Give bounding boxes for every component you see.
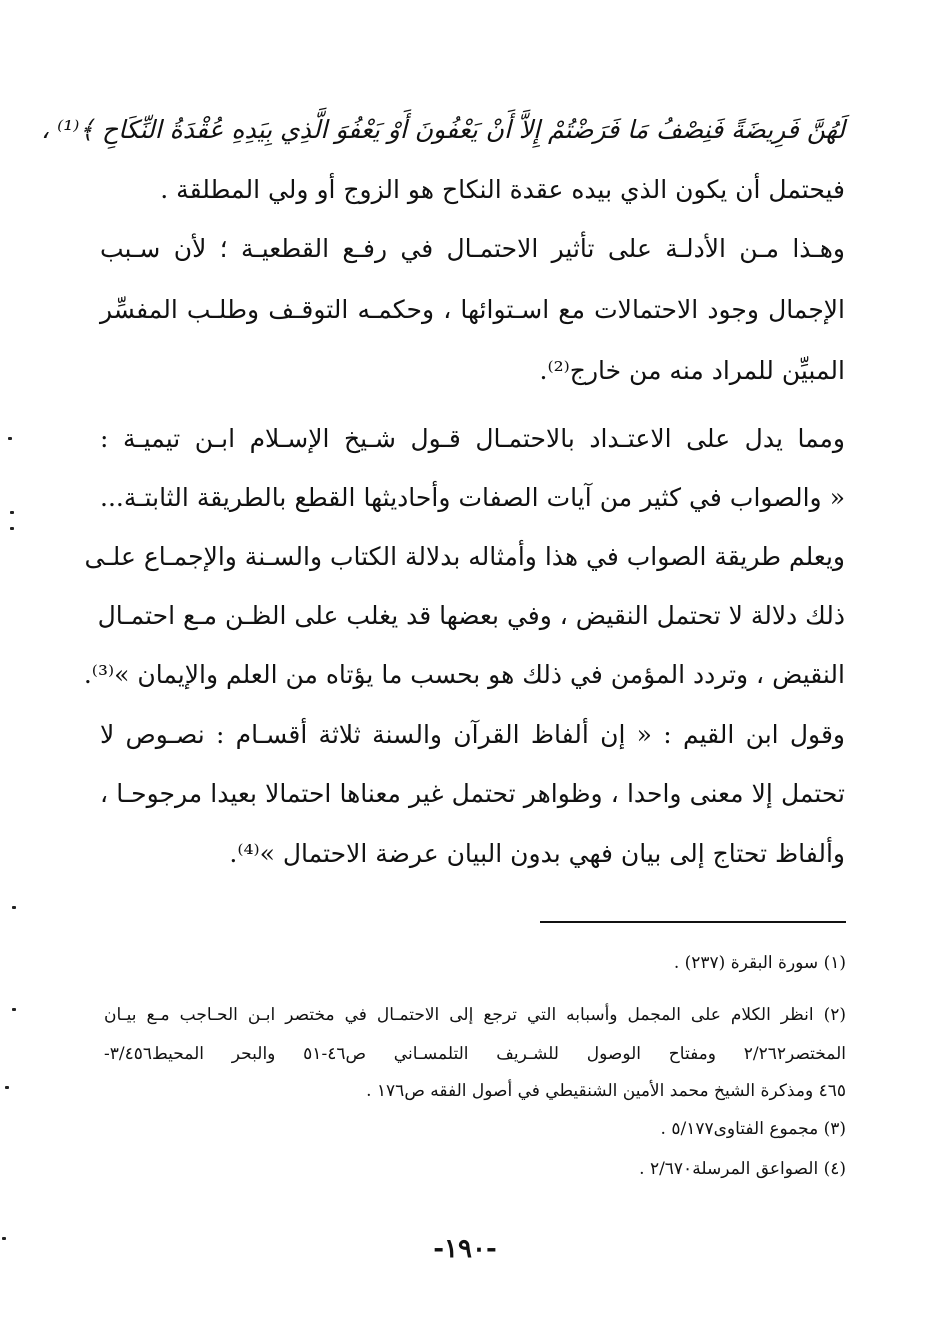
body-line: « والصواب في كثير من آيات الصفات وأحاديثها القطع بالطريقة الثابتـة... <box>100 483 845 512</box>
body-line: وهـذا مـن الأدلـة على تأثير الاحتمـال في رفـع القطعيـة ؛ لأن سـبب <box>100 234 845 263</box>
body-line: ذلك دلالة لا تحتمل النقيض ، وفي بعضها قد يغلب على الظـن مـع احتمـال <box>97 601 845 630</box>
footnote-line: (٣) مجموع الفتاوى٥/١٧٧ . <box>660 1119 846 1139</box>
body-line: وقول ابن القيم : « إن ألفاظ القرآن والسنة ثلاثة أقسـام : نصـوص لا <box>100 720 845 749</box>
quran-verse-line: لَهُنَّ فَرِيضَةً فَنِصْفُ مَا فَرَضْتُمْ إِلاَّ أَنْ يَعْفُونَ أَوْ يَعْفُوَ الَّذِي بِيَدِهِ عُقْدَةُ النِّكَاحِ ﴾⁽¹⁾ ، <box>41 115 845 144</box>
scan-speck <box>10 527 14 530</box>
body-line: ويعلم طريقة الصواب في هذا وأمثاله بدلالة الكتاب والسـنة والإجمـاع علـى <box>84 542 845 571</box>
body-line: النقيض ، وتردد المؤمن في ذلك هو بحسب ما يؤتاه من العلم والإيمان »⁽³⁾. <box>83 660 845 689</box>
footnotes <box>104 945 846 1189</box>
body-line: فيحتمل أن يكون الذي بيده عقدة النكاح هو الزوج أو ولي المطلقة . <box>160 175 845 204</box>
body-line: المبيِّن للمراد منه من خارج⁽²⁾. <box>539 356 845 385</box>
body-line: الإجمال وجود الاحتمالات مع اسـتوائها ، وحكمـه التوقـف وطلـب المفسِّر <box>100 295 845 324</box>
body-line: تحتمل إلا معنى واحدا ، وظواهر تحتمل غير معناها احتمالا بعيدا مرجوحـا ، <box>100 779 845 808</box>
body-line: وألفاظ تحتاج إلى بيان فهي بدون البيان عرضة الاحتمال »⁽⁴⁾. <box>229 839 845 868</box>
footnote-separator <box>540 921 846 923</box>
body-line: ومما يدل على الاعتـداد بالاحتمـال قـول شـيخ الإسـلام ابـن تيميـة : <box>100 424 845 453</box>
footnote-line: المختصر٢/٢٦٢ ومفتاح الوصول للشـريف التلمسـاني ص٤٦-٥١ والبحر المحيط٣/٤٥٦- <box>104 1044 847 1064</box>
scan-speck <box>2 1237 6 1240</box>
page-number: -١٩٠- <box>433 1234 497 1264</box>
scan-speck <box>10 511 14 514</box>
footnote-line: (٢) انظر الكلام على المجمل وأسبابه التي ترجع إلى الاحتمـال في مختصر ابـن الحـاجب مـع بيـان <box>104 1005 846 1025</box>
main-text <box>41 98 845 884</box>
scan-speck <box>12 1008 16 1011</box>
footnote-line: (٤) الصواعق المرسلة٢/٦٧٠ . <box>639 1159 846 1179</box>
scan-speck <box>5 1086 9 1089</box>
footnote-line: ٤٦٥ ومذكرة الشيخ محمد الأمين الشنقيطي في أصول الفقه ص١٧٦ . <box>366 1081 846 1101</box>
footnote-line: (١) سورة البقرة (٢٣٧) . <box>673 953 846 973</box>
scan-speck <box>8 437 12 440</box>
scan-speck <box>12 906 16 909</box>
